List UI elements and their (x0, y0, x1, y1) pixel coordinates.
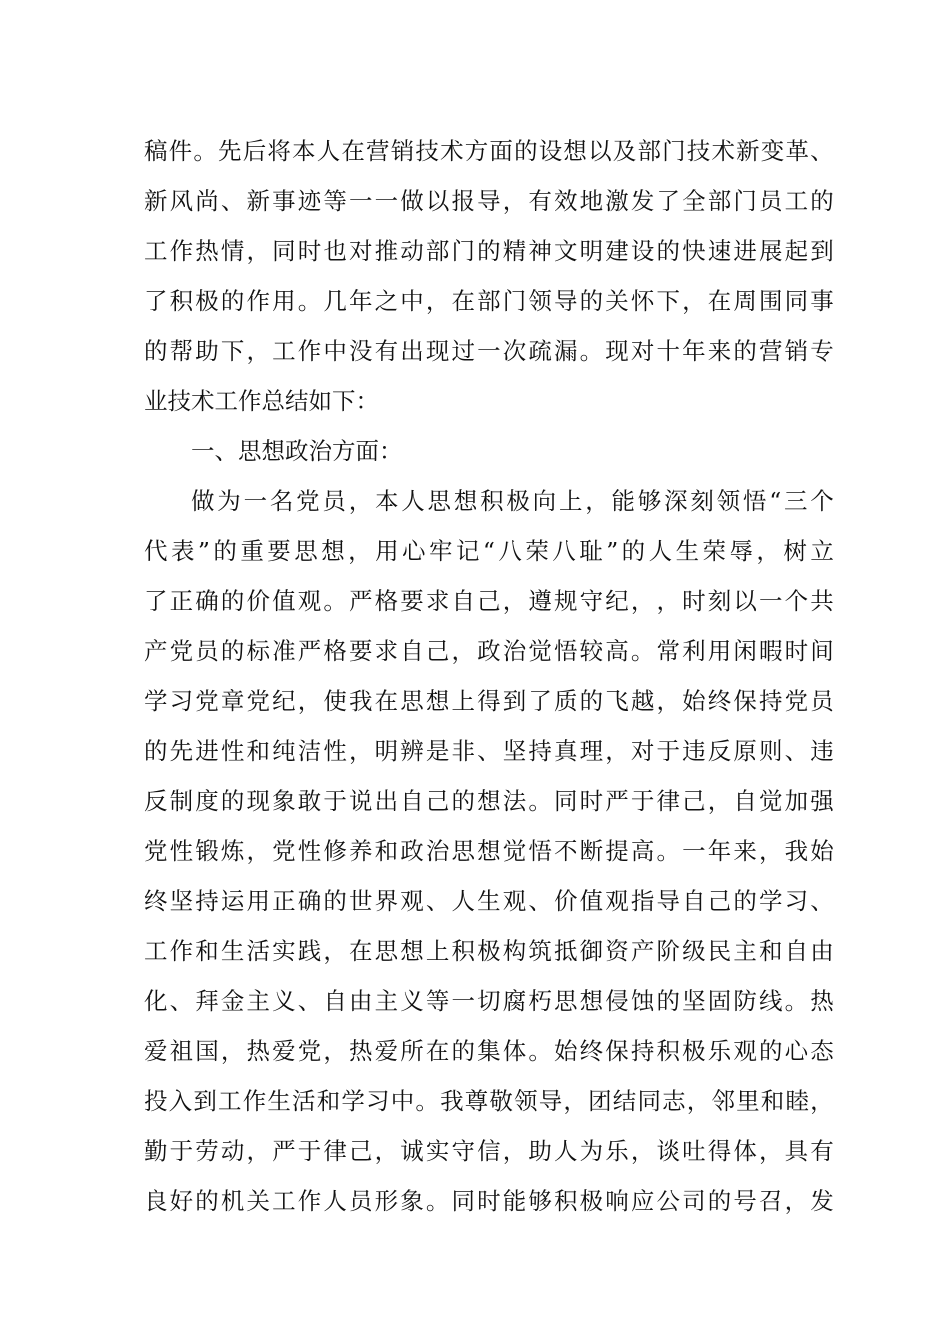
text-line: 的 帮 助 下 ， 工 作 中 没 有 出 现 过 一 次 疏 漏 。 现 对 十 年 来 的 营 销 专 (144, 337, 834, 365)
document-body (144, 126, 834, 1226)
text-line: 做 为 一 名 党 员 ， 本 人 思 想 积 极 向 上 ， 能 够 深 刻 领 悟 “ 三 个 (191, 487, 834, 515)
text-line: 工 作 和 生 活 实 践 ， 在 思 想 上 积 极 构 筑 抵 御 资 产 阶 级 民 主 和 自 由 (144, 937, 834, 965)
text-line: 了 正 确 的 价 值 观 。 严 格 要 求 自 己 ， 遵 规 守 纪 ， ， 时 刻 以 一 个 共 (144, 587, 834, 615)
text-line: 爱 祖 国 ， 热 爱 党 ， 热 爱 所 在 的 集 体 。 始 终 保 持 积 极 乐 观 的 心 态 (144, 1037, 834, 1065)
text-line: 新 风 尚 、 新 事 迹 等 一 一 做 以 报 导 ， 有 效 地 激 发 了 全 部 门 员 工 的 (144, 187, 834, 215)
text-line: 勤 于 劳 动 ， 严 于 律 己 ， 诚 实 守 信 ， 助 人 为 乐 ， 谈 吐 得 体 ， 具 有 (144, 1137, 834, 1165)
text-line: 投 入 到 工 作 生 活 和 学 习 中 。 我 尊 敬 领 导 ， 团 结 同 志 ， 邻 里 和 睦 ， (144, 1087, 834, 1115)
text-line: 化 、 拜 金 主 义 、 自 由 主 义 等 一 切 腐 朽 思 想 侵 蚀 的 坚 固 防 线 。 热 (144, 987, 834, 1015)
text-line: 一 、 思 想 政 治 方 面 ： (191, 437, 403, 465)
text-line: 良 好 的 机 关 工 作 人 员 形 象 。 同 时 能 够 积 极 响 应 公 司 的 号 召 ， 发 (144, 1187, 834, 1215)
text-line: 产 党 员 的 标 准 严 格 要 求 自 己 ， 政 治 觉 悟 较 高 。 常 利 用 闲 暇 时 间 (144, 637, 834, 665)
text-line: 代 表 ” 的 重 要 思 想 ， 用 心 牢 记 “ 八 荣 八 耻 ” 的 人 生 荣 辱 ， 树 立 (144, 537, 834, 565)
text-line: 反 制 度 的 现 象 敢 于 说 出 自 己 的 想 法 。 同 时 严 于 律 己 ， 自 觉 加 强 (144, 787, 834, 815)
text-line: 的 先 进 性 和 纯 洁 性 ， 明 辨 是 非 、 坚 持 真 理 ， 对 于 违 反 原 则 、 违 (144, 737, 834, 765)
text-line: 了 积 极 的 作 用 。 几 年 之 中 ， 在 部 门 领 导 的 关 怀 下 ， 在 周 围 同 事 (144, 287, 834, 315)
text-line: 终 坚 持 运 用 正 确 的 世 界 观 、 人 生 观 、 价 值 观 指 导 自 己 的 学 习 、 (144, 887, 834, 915)
text-line: 工 作 热 情 ， 同 时 也 对 推 动 部 门 的 精 神 文 明 建 设 的 快 速 进 展 起 到 (144, 237, 834, 265)
text-line: 党 性 锻 炼 ， 党 性 修 养 和 政 治 思 想 觉 悟 不 断 提 高 。 一 年 来 ， 我 始 (144, 837, 834, 865)
text-line: 业 技 术 工 作 总 结 如 下 ： (144, 387, 379, 415)
text-line: 学 习 党 章 党 纪 ， 使 我 在 思 想 上 得 到 了 质 的 飞 越 ， 始 终 保 持 党 员 (144, 687, 834, 715)
text-line: 稿 件 。 先 后 将 本 人 在 营 销 技 术 方 面 的 设 想 以 及 部 门 技 术 新 变 革 、 (144, 137, 834, 165)
